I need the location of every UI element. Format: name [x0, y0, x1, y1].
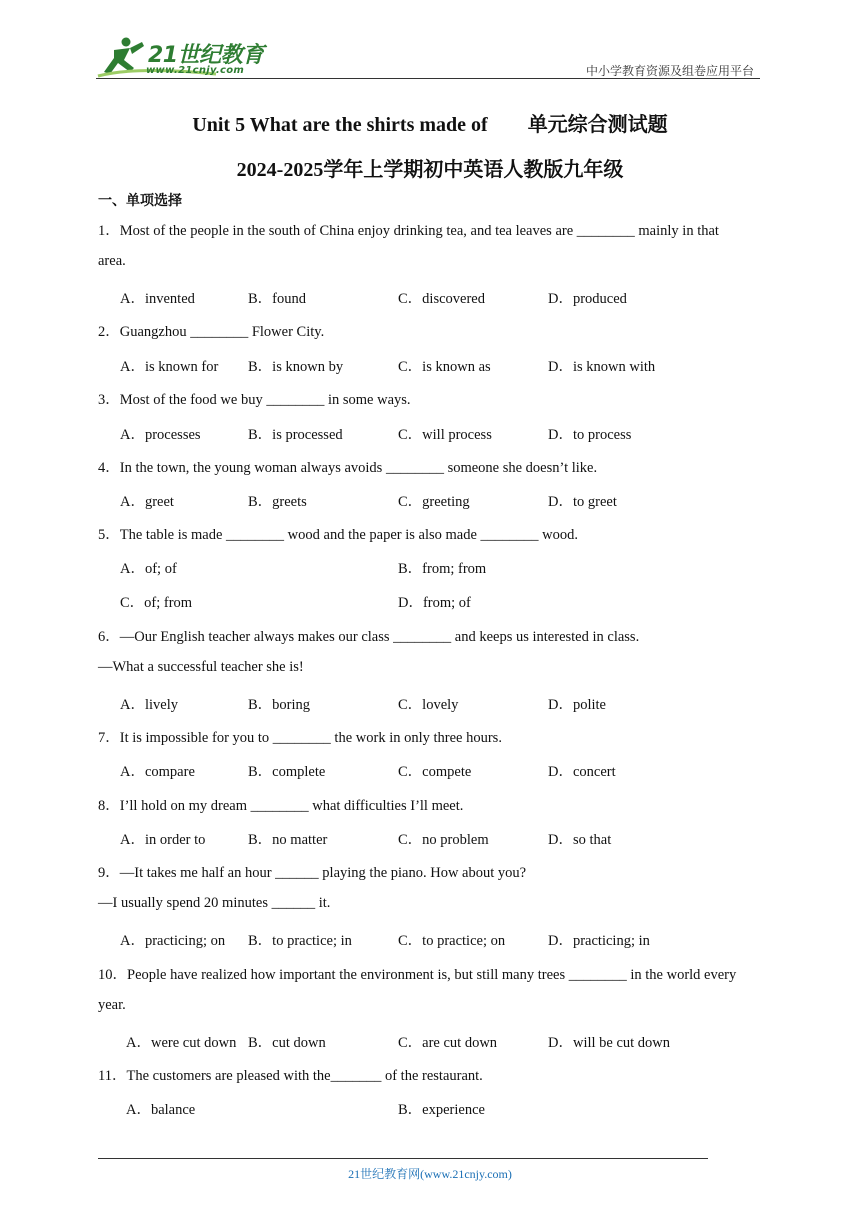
q2-option-a: A．is known for — [120, 359, 219, 375]
q3-option-c: C．will process — [398, 427, 492, 443]
q1-option-a: A．invented — [120, 291, 195, 307]
question-7-text: 7．It is impossible for you to ________ the work in only three hours. — [98, 730, 502, 746]
q1-option-d: D．produced — [548, 291, 627, 307]
q2-option-c: C．is known as — [398, 359, 491, 375]
q11-option-a: A．balance — [126, 1102, 196, 1118]
q6-option-a: A．lively — [120, 697, 178, 713]
q5-option-a: A．of; of — [120, 561, 177, 577]
q6-option-b: B．boring — [248, 697, 311, 713]
q8-option-a: A．in order to — [120, 832, 206, 848]
q4-option-a: A．greet — [120, 494, 174, 510]
footer-divider — [98, 1158, 708, 1159]
logo-url: www.21cnjy.com — [146, 65, 245, 76]
q9-option-b: B．to practice; in — [248, 933, 352, 949]
header-divider — [96, 78, 760, 79]
q4-option-d: D．to greet — [548, 494, 617, 510]
question-3-text: 3．Most of the food we buy ________ in some ways. — [98, 392, 411, 408]
question-1-text: 1．Most of the people in the south of China enjoy drinking tea, and tea leaves are ________ mainly in that — [98, 223, 719, 239]
q7-option-b: B．complete — [248, 764, 326, 780]
q7-option-c: C．compete — [398, 764, 472, 780]
question-11-text: 11．The customers are pleased with the_______ of the restaurant. — [98, 1068, 483, 1084]
q9-option-d: D．practicing; in — [548, 933, 650, 949]
question-9-text: 9．—It takes me half an hour ______ playing the piano. How about you? — [98, 865, 527, 881]
q6-option-c: C．lovely — [398, 697, 459, 713]
question-10-text-cont: year. — [98, 997, 126, 1013]
q8-option-c: C．no problem — [398, 832, 489, 848]
question-6-text-cont: —What a successful teacher she is! — [98, 659, 304, 675]
question-9-text-cont: —I usually spend 20 minutes ______ it. — [98, 895, 331, 911]
q9-option-a: A．practicing; on — [120, 933, 226, 949]
q9-option-c: C．to practice; on — [398, 933, 506, 949]
site-name: 中小学教育资源及组卷应用平台 — [585, 64, 754, 78]
document-subtitle: 2024-2025学年上学期初中英语人教版九年级 — [236, 159, 624, 181]
q5-option-b: B．from; from — [398, 561, 487, 577]
q1-option-c: C．discovered — [398, 291, 485, 307]
q7-option-d: D．concert — [548, 764, 616, 780]
q3-option-b: B．is processed — [248, 427, 343, 443]
q2-option-d: D．is known with — [548, 359, 656, 375]
footer-link[interactable]: 21世纪教育网(www.21cnjy.com) — [348, 1167, 512, 1181]
question-8-text: 8．I’ll hold on my dream ________ what difficulties I’ll meet. — [98, 798, 464, 814]
question-5-text: 5．The table is made ________ wood and the paper is also made ________ wood. — [98, 527, 579, 543]
q10-option-d: D．will be cut down — [548, 1035, 671, 1051]
q8-option-d: D．so that — [548, 832, 612, 848]
section-heading: 一、单项选择 — [98, 193, 182, 209]
q8-option-b: B．no matter — [248, 832, 328, 848]
q11-option-b: B．experience — [398, 1102, 485, 1118]
q5-option-d: D．from; of — [398, 595, 471, 611]
q3-option-a: A．processes — [120, 427, 201, 443]
question-6-text: 6．—Our English teacher always makes our class ________ and keeps us interested in class. — [98, 629, 640, 645]
document-title — [0, 108, 860, 137]
q4-option-b: B．greets — [248, 494, 307, 510]
q10-option-a: A．were cut down — [126, 1035, 237, 1051]
logo-text: 21世纪教育 — [148, 43, 264, 68]
title-english: Unit 5 What are the shirts made of — [192, 114, 488, 136]
q7-option-a: A．compare — [120, 764, 195, 780]
q3-option-d: D．to process — [548, 427, 632, 443]
q5-option-c: C．of; from — [120, 595, 193, 611]
title-chinese: 单元综合测试题 — [527, 114, 668, 136]
q1-option-b: B．found — [248, 291, 306, 307]
q2-option-b: B．is known by — [248, 359, 344, 375]
q10-option-b: B．cut down — [248, 1035, 326, 1051]
q4-option-c: C．greeting — [398, 494, 470, 510]
q10-option-c: C．are cut down — [398, 1035, 498, 1051]
q6-option-d: D．polite — [548, 697, 606, 713]
question-2-text: 2．Guangzhou ________ Flower City. — [98, 324, 325, 340]
question-10-text: 10．People have realized how important the environment is, but still many trees ________ in the world every — [98, 967, 737, 983]
question-1-text-cont: area. — [98, 253, 126, 269]
question-4-text: 4．In the town, the young woman always avoids ________ someone she doesn’t like. — [98, 460, 598, 476]
